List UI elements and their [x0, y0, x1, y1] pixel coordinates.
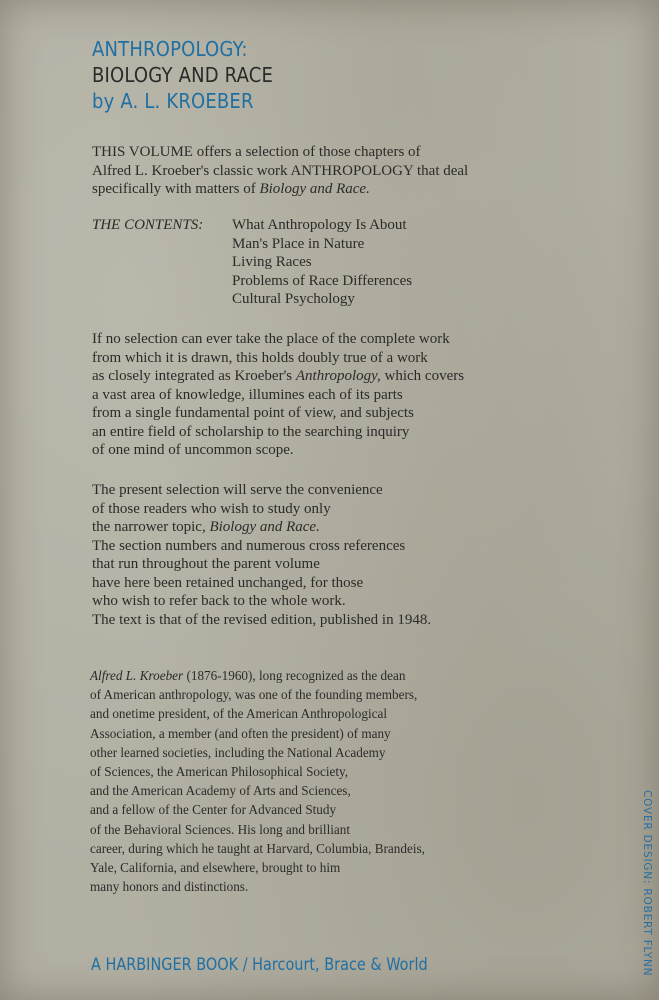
present-line: The section numbers and numerous cross references: [92, 537, 406, 554]
intro-italic-title: Biology and Race.: [259, 181, 370, 197]
present-paragraph: [92, 481, 431, 629]
bio-line: of the Behavioral Sciences. His long and brilliant: [90, 821, 351, 837]
selection-line: a vast area of knowledge, illumines each of its parts: [92, 386, 403, 403]
selection-paragraph: [92, 330, 464, 460]
bio-line: of American anthropology, was one of the founding members,: [90, 687, 418, 703]
contents-item: What Anthropology Is About: [232, 217, 407, 233]
bio-line: [90, 666, 425, 685]
author-line: by A. L. KROEBER: [92, 89, 254, 113]
contents-item: Man's Place in Nature: [232, 235, 365, 252]
present-line: [92, 518, 431, 537]
contents-item: Problems of Race Differences: [232, 272, 413, 289]
bio-line: and onetime president, of the American Anthropological: [90, 706, 388, 722]
bio-line: Yale, California, and elsewhere, brought to him: [90, 859, 341, 875]
title-block: [92, 36, 293, 114]
selection-line: [92, 367, 464, 386]
bio-text: (1876-1960), long recognized as the dean: [183, 668, 406, 683]
present-line: who wish to refer back to the whole work.: [92, 593, 346, 609]
bio-line: career, during which he taught at Harvard, Columbia, Brandeis,: [90, 840, 425, 856]
contents-label: THE CONTENTS:: [92, 217, 204, 233]
present-italic-title: Biology and Race.: [209, 519, 320, 535]
book-title: BIOLOGY AND RACE: [92, 63, 274, 87]
bio-author-name: Alfred L. Kroeber: [90, 668, 184, 683]
intro-paragraph: [92, 143, 468, 199]
intro-line: Alfred L. Kroeber's classic work ANTHROPOLOGY that deal: [92, 162, 469, 179]
publisher-footer: A HARBINGER BOOK / Harcourt, Brace & World: [91, 955, 428, 975]
selection-text: as closely integrated as Kroeber's: [92, 368, 296, 384]
bio-line: and a fellow of the Center for Advanced Study: [90, 802, 337, 818]
contents-item: Cultural Psychology: [232, 291, 355, 307]
author-bio: [90, 666, 425, 896]
bio-line: many honors and distinctions.: [90, 879, 249, 895]
contents-item: Living Races: [232, 254, 312, 270]
present-line: that run throughout the parent volume: [92, 556, 320, 572]
selection-line: an entire field of scholarship to the searching inquiry: [92, 423, 410, 440]
present-line: of those readers who wish to study only: [92, 500, 331, 517]
present-line: The text is that of the revised edition, published in 1948.: [92, 611, 432, 628]
selection-italic-title: Anthropology,: [295, 368, 381, 384]
bio-line: other learned societies, including the National Academy: [90, 744, 386, 760]
bio-line: and the American Academy of Arts and Sciences,: [90, 783, 351, 799]
series-title: ANTHROPOLOGY:: [92, 37, 248, 61]
intro-text: specifically with matters of: [92, 181, 260, 197]
selection-text: which covers: [380, 368, 465, 384]
bio-line: Association, a member (and often the president) of many: [90, 725, 391, 741]
intro-line: [92, 180, 468, 199]
selection-line: of one mind of uncommon scope.: [92, 442, 294, 458]
present-line: have here been retained unchanged, for those: [92, 574, 364, 591]
cover-design-credit: COVER DESIGN: ROBERT FLYNN: [641, 790, 653, 977]
contents-row: [92, 216, 412, 235]
present-text: the narrower topic,: [92, 519, 210, 535]
intro-line: THIS VOLUME offers a selection of those chapters of: [92, 144, 421, 160]
bio-line: of Sciences, the American Philosophical Society,: [90, 763, 349, 779]
selection-line: from which it is drawn, this holds doubly true of a work: [92, 349, 428, 366]
contents-list: [92, 216, 412, 309]
selection-line: from a single fundamental point of view, and subjects: [92, 405, 414, 421]
present-line: The present selection will serve the convenience: [92, 482, 383, 498]
selection-line: If no selection can ever take the place of the complete work: [92, 331, 450, 347]
